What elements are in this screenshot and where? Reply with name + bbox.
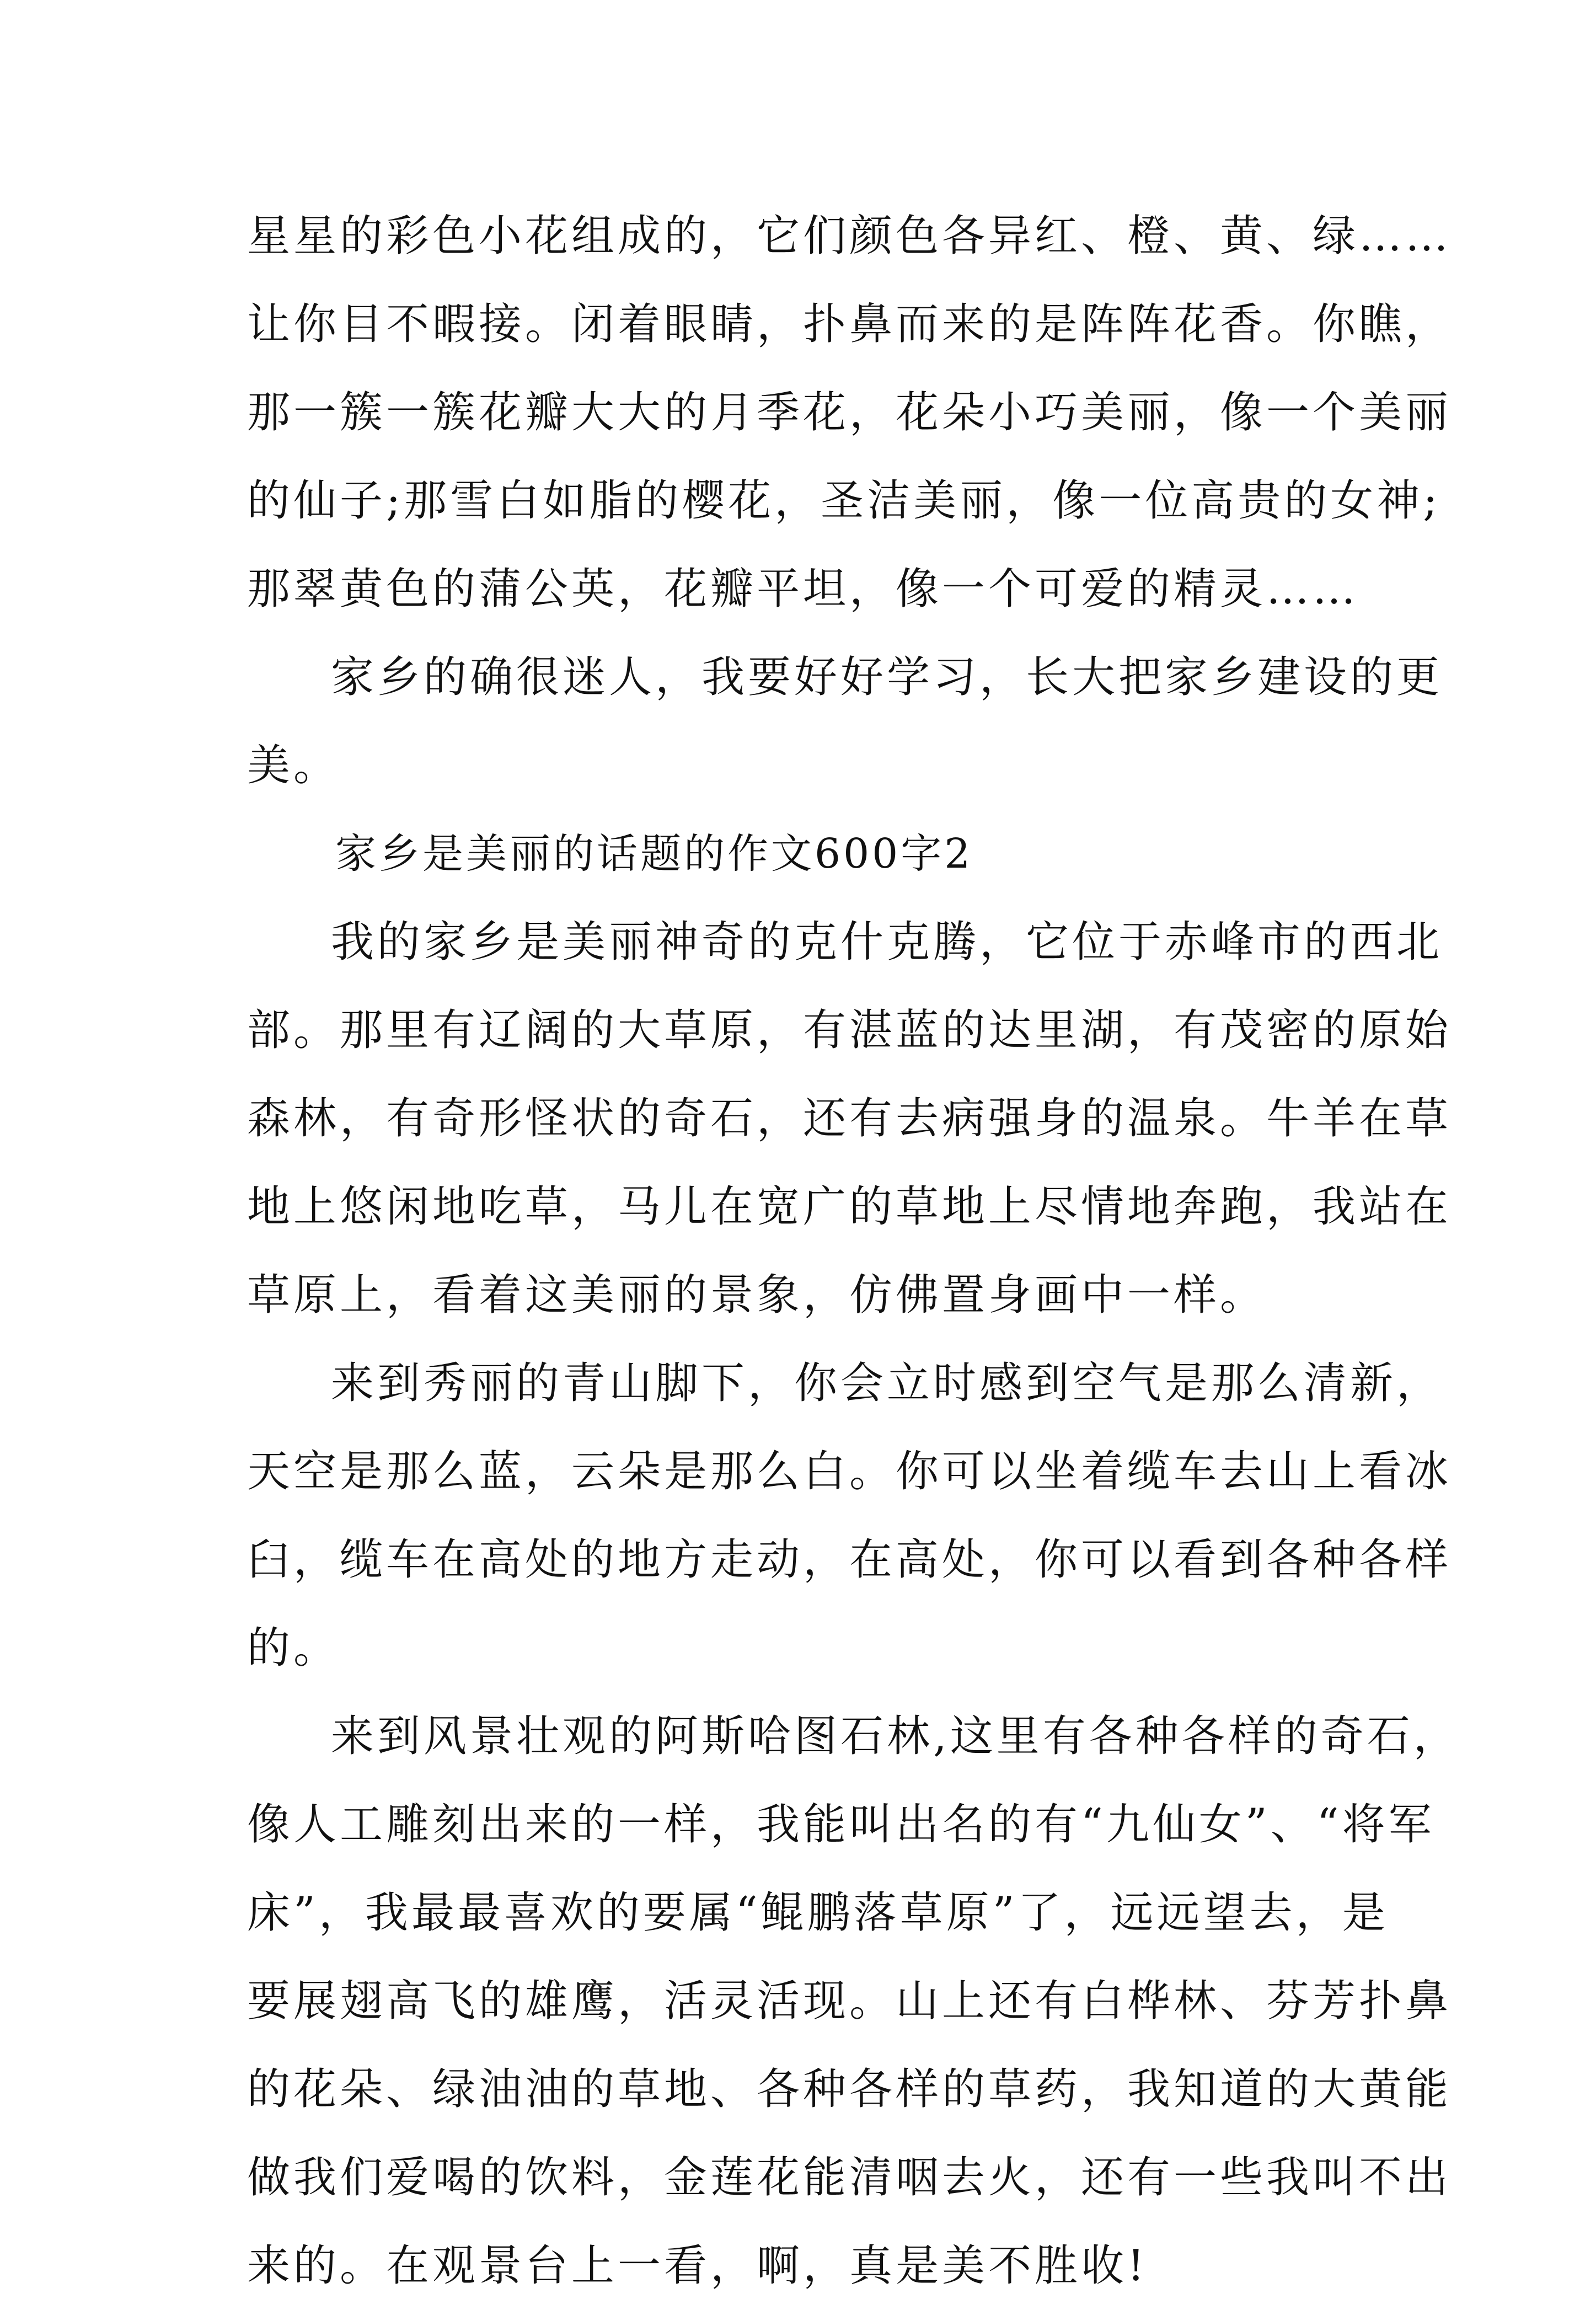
paragraph-line: 家乡的确很迷人，我要好好学习，长大把家乡建设的更 [331,653,1443,702]
paragraph-line: 我的家乡是美丽神奇的克什克腾，它位于赤峰市的西北 [331,917,1443,967]
paragraph-line: 部。那里有辽阔的大草原，有湛蓝的达里湖，有茂密的原始 [247,1006,1452,1055]
paragraph-line: 的。 [247,1623,340,1673]
paragraph-line: 做我们爱喝的饮料，金莲花能清咽去火，还有一些我叫不出 [247,2153,1452,2202]
paragraph-line: 天空是那么蓝，云朵是那么白。你可以坐着缆车去山上看冰 [247,1447,1452,1496]
paragraph-line: 地上悠闲地吃草，马儿在宽广的草地上尽情地奔跑，我站在 [247,1182,1452,1232]
paragraph-line: 草原上，看着这美丽的景象，仿佛置身画中一样。 [247,1270,1267,1320]
paragraph-line: 森林，有奇形怪状的奇石，还有去病强身的温泉。牛羊在草 [247,1094,1452,1143]
paragraph-line: 床”，我最最喜欢的要属“鲲鹏落草原”了，远远望去，是 [247,1888,1389,1938]
paragraph-line: 来到秀丽的青山脚下，你会立时感到空气是那么清新， [331,1359,1443,1408]
section-heading: 家乡是美丽的话题的作文600字2 [335,830,973,878]
paragraph-line: 那翠黄色的蒲公英，花瓣平坦，像一个可爱的精灵…… [247,564,1359,614]
paragraph-line: 的仙子;那雪白如脂的樱花，圣洁美丽，像一位高贵的女神; [247,476,1441,526]
paragraph-line: 那一簇一簇花瓣大大的月季花，花朵小巧美丽，像一个美丽 [247,388,1452,437]
paragraph-line: 星星的彩色小花组成的，它们颜色各异红、橙、黄、绿…… [247,211,1452,261]
paragraph-line: 像人工雕刻出来的一样，我能叫出名的有“九仙女”、“将军 [247,1800,1435,1849]
paragraph-line: 让你目不暇接。闭着眼睛，扑鼻而来的是阵阵花香。你瞧， [247,300,1452,349]
paragraph-line: 臼，缆车在高处的地方走动，在高处，你可以看到各种各样 [247,1535,1452,1585]
paragraph-line: 要展翅高飞的雄鹰，活灵活现。山上还有白桦林、芬芳扑鼻 [247,1976,1452,2026]
paragraph-line: 来到风景壮观的阿斯哈图石林,这里有各种各样的奇石， [331,1712,1460,1761]
paragraph-line: 的花朵、绿油油的草地、各种各样的草药，我知道的大黄能 [247,2065,1452,2114]
essay-text [247,192,1460,2310]
paragraph-line: 美。 [247,741,340,790]
paragraph-line: 来的。在观景台上一看，啊，真是美不胜收! [247,2241,1148,2291]
